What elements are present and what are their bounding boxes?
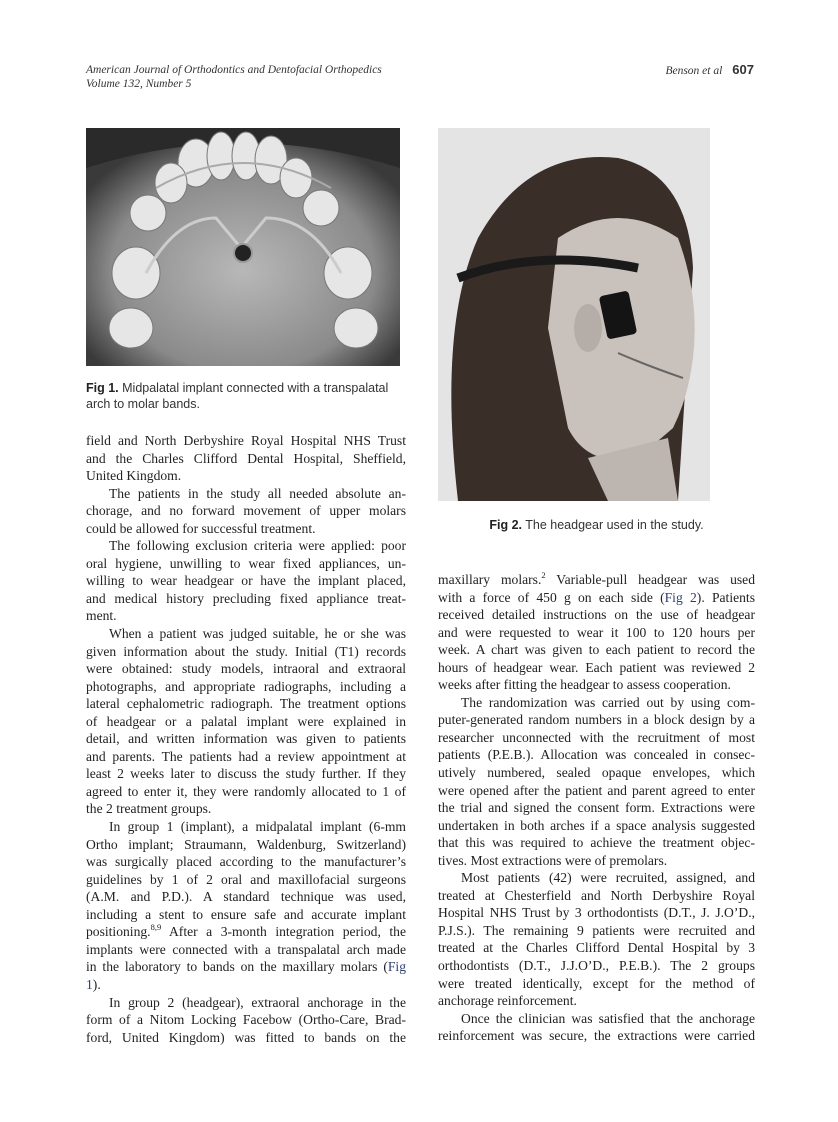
- text-line: orthodontists (D.T., J.J.O’D., P.E.B.). The 2 groups: [438, 958, 755, 974]
- text-line: in the laboratory to bands on the maxillary molars (Fig: [86, 959, 406, 975]
- figure-1-photo-intraoral-implant: [86, 128, 400, 366]
- authors: Benson et al: [665, 65, 723, 77]
- text-line: Most patients (42) were recruited, assigned, and: [461, 870, 755, 886]
- text-line: and medical history precluding fixed appliance treat-: [86, 590, 406, 606]
- text-line: treated at the Charles Clifford Dental Hospital by 3: [438, 940, 755, 956]
- text-line: positioning.$^{8,9}$ After a 3-month integration period, the: [86, 922, 406, 940]
- figure-1-label: Fig 1.: [86, 381, 119, 395]
- text-line: the trial and signed the consent form. Extractions were: [438, 800, 755, 816]
- page-number: 607: [732, 62, 754, 77]
- text-line: given information about the study. Initial (T1) records: [86, 643, 406, 659]
- text-line: 1).: [86, 976, 101, 992]
- paragraph: [86, 432, 406, 485]
- text-line: researcher unconnected with the recruitment of most: [438, 729, 755, 745]
- paragraph: [438, 694, 755, 869]
- paragraph: [86, 994, 406, 1047]
- text-line: including a stent to ensure safe and accurate implant: [86, 906, 406, 922]
- paragraph: [86, 485, 406, 538]
- text-line: Once the clinician was satisfied that the anchorage: [461, 1010, 755, 1026]
- figure-link[interactable]: Fig: [387, 959, 406, 975]
- figure-2-label: Fig 2.: [489, 518, 523, 532]
- text-line: utively numbered, sealed opaque envelopes, which: [438, 765, 755, 781]
- text-line: ford, United Kingdom) was fitted to bands on the: [86, 1029, 406, 1045]
- figure-2-caption: [438, 517, 755, 533]
- text-line: photographs, and appropriate radiographs, including a: [86, 678, 406, 694]
- text-line: In group 2 (headgear), extraoral anchorage in the: [109, 994, 406, 1010]
- text-line: were obtained: study models, intraoral and extraoral: [86, 661, 406, 677]
- text-line: United Kingdom.: [86, 468, 182, 484]
- text-line: reinforcement was secure, the extractions were carried: [438, 1028, 755, 1044]
- paragraph: [86, 625, 406, 818]
- text-line: patients (P.E.B.). Allocation was concealed in consec-: [438, 747, 755, 763]
- body-text-right-column: [438, 571, 755, 1045]
- figure-2-caption-text: The headgear used in the study.: [525, 518, 704, 532]
- paragraph: [86, 537, 406, 625]
- text-line: When a patient was judged suitable, he or she was: [109, 626, 406, 642]
- text-line: The patients in the study all needed absolute an-: [109, 485, 406, 501]
- figure-link[interactable]: Fig 2: [664, 589, 697, 605]
- figure-2-photo-headgear-profile: [438, 128, 710, 501]
- journal-volume: Volume 132, Number 5: [86, 78, 192, 90]
- text-line: implants were connected with a transpalatal arch made: [86, 941, 406, 957]
- reference-superscript[interactable]: 8,9: [150, 922, 162, 933]
- text-line: The randomization was carried out by using com-: [461, 694, 755, 710]
- paragraph: [438, 1010, 755, 1045]
- text-line: puter-generated random numbers in a block design by a: [438, 712, 755, 728]
- paragraph: [438, 869, 755, 1009]
- text-line: chorage, and no forward movement of upper molars: [86, 503, 406, 519]
- text-line: willing to wear headgear or have the implant placed,: [86, 573, 406, 589]
- text-line: and were requested to wear it 100 to 120 hours per: [438, 624, 755, 640]
- figure-link[interactable]: 1: [86, 976, 93, 992]
- figure-1-caption: [86, 380, 406, 412]
- text-line: undertaken in both arches if a space analysis suggested: [438, 817, 755, 833]
- text-line: and the Charles Clifford Dental Hospital, Sheffield,: [86, 450, 406, 466]
- text-line: were opened after the patient and parent agreed to enter: [438, 782, 755, 798]
- text-line: treated at Chesterfield and North Derbyshire Royal: [438, 887, 755, 903]
- text-line: and parents. The patients had a review appointment at: [86, 748, 406, 764]
- text-line: The following exclusion criteria were applied: poor: [109, 538, 406, 554]
- running-header-left: [86, 63, 382, 91]
- text-line: ment.: [86, 608, 117, 624]
- text-line: detail, and written information was given to patients: [86, 731, 406, 747]
- text-line: were treated identically, except for the method of: [438, 975, 755, 991]
- paragraph: [438, 571, 755, 694]
- text-line: least 2 weeks later to discuss the study further. If they: [86, 766, 406, 782]
- text-line: with a force of 450 g on each side (Fig 2). Patients: [438, 589, 755, 605]
- body-text-left-column: [86, 432, 406, 1046]
- figure-1-caption-text: Midpalatal implant connected with a transpalatal arch to molar bands.: [86, 381, 389, 411]
- text-line: field and North Derbyshire Royal Hospital NHS Trust: [86, 433, 406, 448]
- text-line: that this was required to achieve the treatment objec-: [438, 835, 755, 851]
- paragraph: [86, 818, 406, 993]
- text-line: (A.M. and P.D.). A standard technique was used,: [86, 889, 406, 905]
- text-line: lateral cephalometric radiograph. The treatment options: [86, 696, 406, 712]
- text-line: guidelines by 1 of 2 oral and maxillofacial surgeons: [86, 871, 406, 887]
- text-line: anchorage reinforcement.: [438, 993, 577, 1009]
- text-line: maxillary molars.$^2$ Variable-pull headgear was used: [438, 570, 755, 587]
- text-line: week. A chart was given to each patient to record the: [438, 642, 755, 658]
- text-line: was surgically placed according to the manufacturer’s: [86, 854, 406, 870]
- text-line: weeks after fitting the headgear to assess cooperation.: [438, 677, 731, 693]
- journal-title: American Journal of Orthodontics and Dentofacial Orthopedics: [86, 64, 382, 76]
- reference-superscript[interactable]: 2: [541, 570, 546, 580]
- text-line: P.J.S.). The remaining 9 patients were recruited and: [438, 922, 755, 938]
- text-line: the 2 treatment groups.: [86, 801, 212, 817]
- text-line: could be allowed for successful treatment.: [86, 520, 316, 536]
- text-line: In group 1 (implant), a midpalatal implant (6-mm: [109, 819, 406, 835]
- text-line: received detailed instructions on the use of headgear: [438, 607, 755, 623]
- text-line: Ortho implant; Straumann, Waldenburg, Switzerland): [86, 836, 406, 852]
- running-header-right: [665, 63, 754, 78]
- text-line: Hospital NHS Trust by 3 orthodontists (D.T., J. J.O’D.,: [438, 905, 755, 921]
- text-line: agreed to enter it, they were randomly allocated to 1 of: [86, 783, 406, 799]
- text-line: tives. Most extractions were of premolars.: [438, 852, 668, 868]
- text-line: hours of headgear wear. Each patient was reviewed 2: [438, 659, 755, 675]
- text-line: form of a Nitom Locking Facebow (Ortho-Care, Brad-: [86, 1012, 406, 1028]
- text-line: oral hygiene, unwilling to wear fixed appliances, un-: [86, 555, 406, 571]
- text-line: of headgear or a palatal implant were explained in: [86, 713, 406, 729]
